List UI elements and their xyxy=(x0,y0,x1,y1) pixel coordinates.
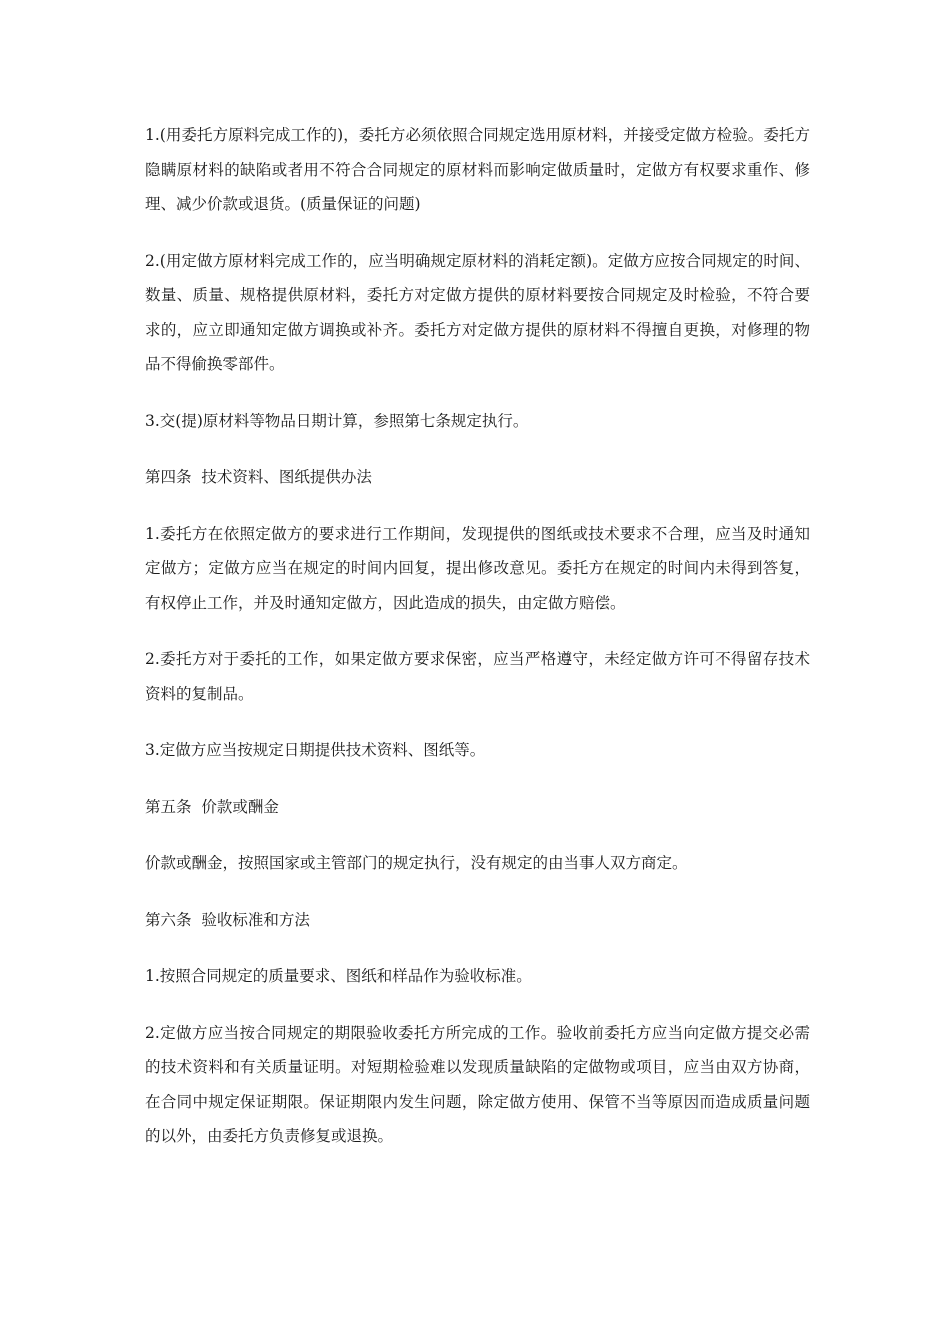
paragraph-2: 2.(用定做方原材料完成工作的，应当明确规定原材料的消耗定额)。定做方应按合同规定的时间、数量、质量、规格提供原材料，委托方对定做方提供的原材料要按合同规定及时检验，不符合要求的，应立即通知定做方调换或补齐。委托方对定做方提供的原材料不得擅自更换，对修理的物品不得偷换零部件。 xyxy=(145,251,810,373)
paragraph-1: 1.(用委托方原料完成工作的)，委托方必须依照合同规定选用原材料，并接受定做方检验。委托方隐瞒原材料的缺陷或者用不符合合同规定的原材料而影响定做质量时，定做方有权要求重作、修理、减少价款或退货。(质量保证的问题) xyxy=(145,126,810,213)
paragraph-6: 3.定做方应当按规定日期提供技术资料、图纸等。 xyxy=(145,741,486,759)
section-heading-article-4: 第四条 技术资料、图纸提供办法 xyxy=(145,468,372,486)
paragraph-3: 3.交(提)原材料等物品日期计算，参照第七条规定执行。 xyxy=(145,411,529,430)
paragraph-9: 2.定做方应当按合同规定的期限验收委托方所完成的工作。验收前委托方应当向定做方提交必需的技术资料和有关质量证明。对短期检验难以发现质量缺陷的定做物或项目，应当由双方协商，在合同中规定保证期限。保证期限内发生问题，除定做方使用、保管不当等原因而造成质量问题的以外，由委托方负责修复或退换。 xyxy=(145,1023,810,1145)
section-heading-article-6: 第六条 验收标准和方法 xyxy=(145,910,310,929)
document-page xyxy=(145,118,810,1176)
paragraph-7: 价款或酬金，按照国家或主管部门的规定执行，没有规定的由当事人双方商定。 xyxy=(145,854,688,872)
paragraph-4: 1.委托方在依照定做方的要求进行工作期间，发现提供的图纸或技术要求不合理，应当及时通知定做方；定做方应当在规定的时间内回复，提出修改意见。委托方在规定的时间内未得到答复，有权停止工作，并及时通知定做方，因此造成的损失，由定做方赔偿。 xyxy=(145,524,810,612)
section-heading-article-5: 第五条 价款或酬金 xyxy=(145,797,279,816)
paragraph-5: 2.委托方对于委托的工作，如果定做方要求保密，应当严格遵守，未经定做方许可不得留存技术资料的复制品。 xyxy=(145,650,810,703)
paragraph-8: 1.按照合同规定的质量要求、图纸和样品作为验收标准。 xyxy=(145,967,532,985)
